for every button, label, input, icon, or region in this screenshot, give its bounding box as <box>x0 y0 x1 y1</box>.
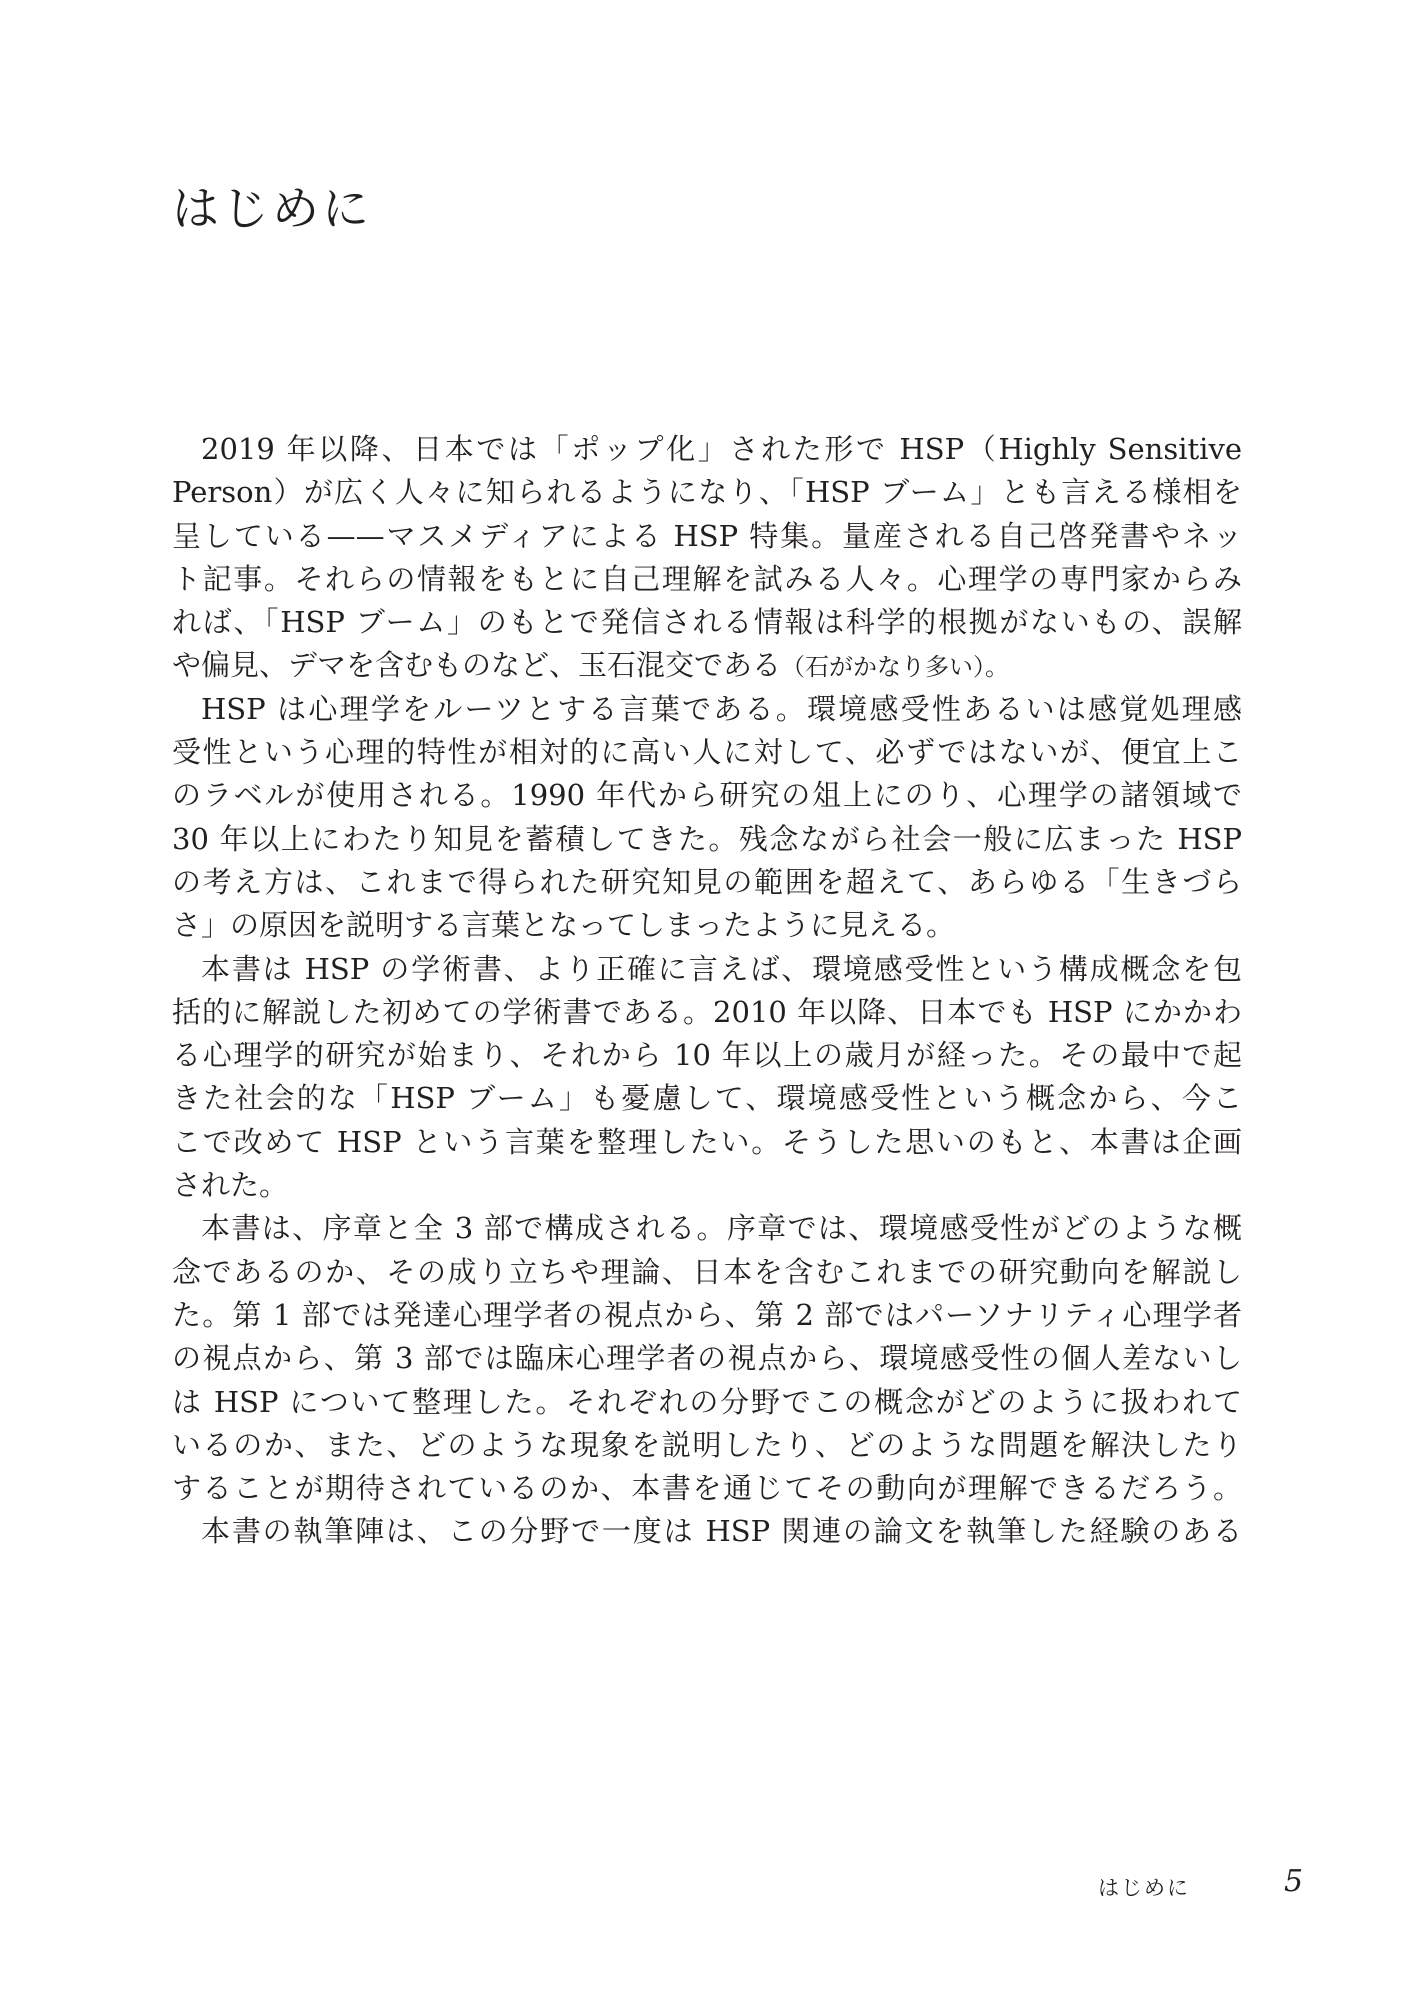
text-line-content: や偏見、デマを含むものなど、玉石混交である <box>172 648 782 683</box>
text-line-content: 2019 年以降、日本では「ポップ化」された形で HSP（Highly Sensitive <box>201 432 1242 466</box>
text-line <box>172 601 1242 643</box>
text-line <box>172 774 1242 816</box>
text-line-content: 本書の執筆陣は、この分野で一度は HSP 関連の論文を執筆した経験のある <box>201 1514 1242 1549</box>
text-line <box>172 428 1242 470</box>
page-number: 5 <box>1284 1864 1304 1899</box>
text-line <box>172 818 1242 860</box>
body-text <box>172 428 1242 1554</box>
text-line-content: の視点から、第 3 部では臨床心理学者の視点から、環境感受性の個人差ないし <box>172 1341 1242 1376</box>
text-line-content: Person）が広く人々に知られるようになり、「HSP ブーム」とも言える様相を <box>172 475 1242 510</box>
text-line-content: こで改めて HSP という言葉を整理したい。そうした思いのもと、本書は企画 <box>172 1124 1242 1159</box>
text-line <box>172 1034 1242 1076</box>
text-line <box>172 1164 1242 1206</box>
text-line <box>172 948 1242 990</box>
chapter-title: はじめに <box>172 182 372 237</box>
text-line <box>172 471 1242 513</box>
text-line-content: 30 年以上にわたり知見を蓄積してきた。残念ながら社会一般に広まった HSP <box>172 821 1242 856</box>
text-line-content: た。第 1 部では発達心理学者の視点から、第 2 部ではパーソナリティ心理学者 <box>172 1297 1242 1332</box>
text-line-content: いるのか、また、どのような現象を説明したり、どのような問題を解決したり <box>172 1427 1242 1462</box>
text-line <box>172 861 1242 903</box>
text-line-content: る心理学的研究が始まり、それから 10 年以上の歳月が経った。その最中で起 <box>172 1038 1242 1073</box>
text-line <box>172 644 1242 686</box>
text-line <box>172 515 1242 557</box>
text-line-content: の考え方は、これまで得られた研究知見の範囲を超えて、あらゆる「生きづら <box>172 864 1242 899</box>
text-line <box>172 1077 1242 1119</box>
text-line-content: れば、「HSP ブーム」のもとで発信される情報は科学的根拠がないもの、誤解 <box>172 605 1242 640</box>
text-line-content: 括的に解説した初めての学術書である。2010 年以降、日本でも HSP にかかわ <box>172 994 1242 1029</box>
running-title: はじめに <box>1098 1876 1190 1900</box>
text-line-content: 念であるのか、その成り立ちや理論、日本を含むこれまでの研究動向を解説し <box>172 1254 1242 1289</box>
text-line-content: は HSP について整理した。それぞれの分野でこの概念がどのように扱われて <box>172 1384 1242 1419</box>
text-line-content: することが期待されているのか、本書を通じてその動向が理解できるだろう。 <box>172 1471 1242 1506</box>
text-line <box>172 1424 1242 1466</box>
text-line <box>172 1207 1242 1249</box>
text-line-content: HSP は心理学をルーツとする言葉である。環境感受性あるいは感覚処理感 <box>201 691 1242 726</box>
text-line <box>172 731 1242 773</box>
text-line <box>172 1251 1242 1293</box>
text-line <box>172 904 1242 946</box>
text-line <box>172 1510 1242 1552</box>
text-line <box>172 1467 1242 1509</box>
text-line <box>172 991 1242 1033</box>
text-line <box>172 1121 1242 1163</box>
text-line-aside: （石がかなり多い）。 <box>781 653 1010 682</box>
text-line <box>172 1337 1242 1379</box>
text-line <box>172 688 1242 730</box>
text-line-content: きた社会的な「HSP ブーム」も憂慮して、環境感受性という概念から、今こ <box>172 1081 1242 1116</box>
text-line-content: 呈している——マスメディアによる HSP 特集。量産される自己啓発書やネッ <box>172 518 1242 553</box>
text-line <box>172 1381 1242 1423</box>
text-line <box>172 558 1242 600</box>
text-line <box>172 1294 1242 1336</box>
text-line-content: 本書は HSP の学術書、より正確に言えば、環境感受性という構成概念を包 <box>201 951 1242 986</box>
text-line-content: された。 <box>172 1168 289 1203</box>
text-line-content: のラベルが使用される。1990 年代から研究の俎上にのり、心理学の諸領域で <box>172 778 1242 813</box>
text-line-content: 本書は、序章と全 3 部で構成される。序章では、環境感受性がどのような概 <box>201 1211 1242 1246</box>
text-line-content: 受性という心理的特性が相対的に高い人に対して、必ずではないが、便宜上こ <box>172 735 1242 770</box>
text-line-content: ト記事。それらの情報をもとに自己理解を試みる人々。心理学の専門家からみ <box>172 561 1242 596</box>
text-line-content: さ」の原因を説明する言葉となってしまったように見える。 <box>172 908 956 943</box>
